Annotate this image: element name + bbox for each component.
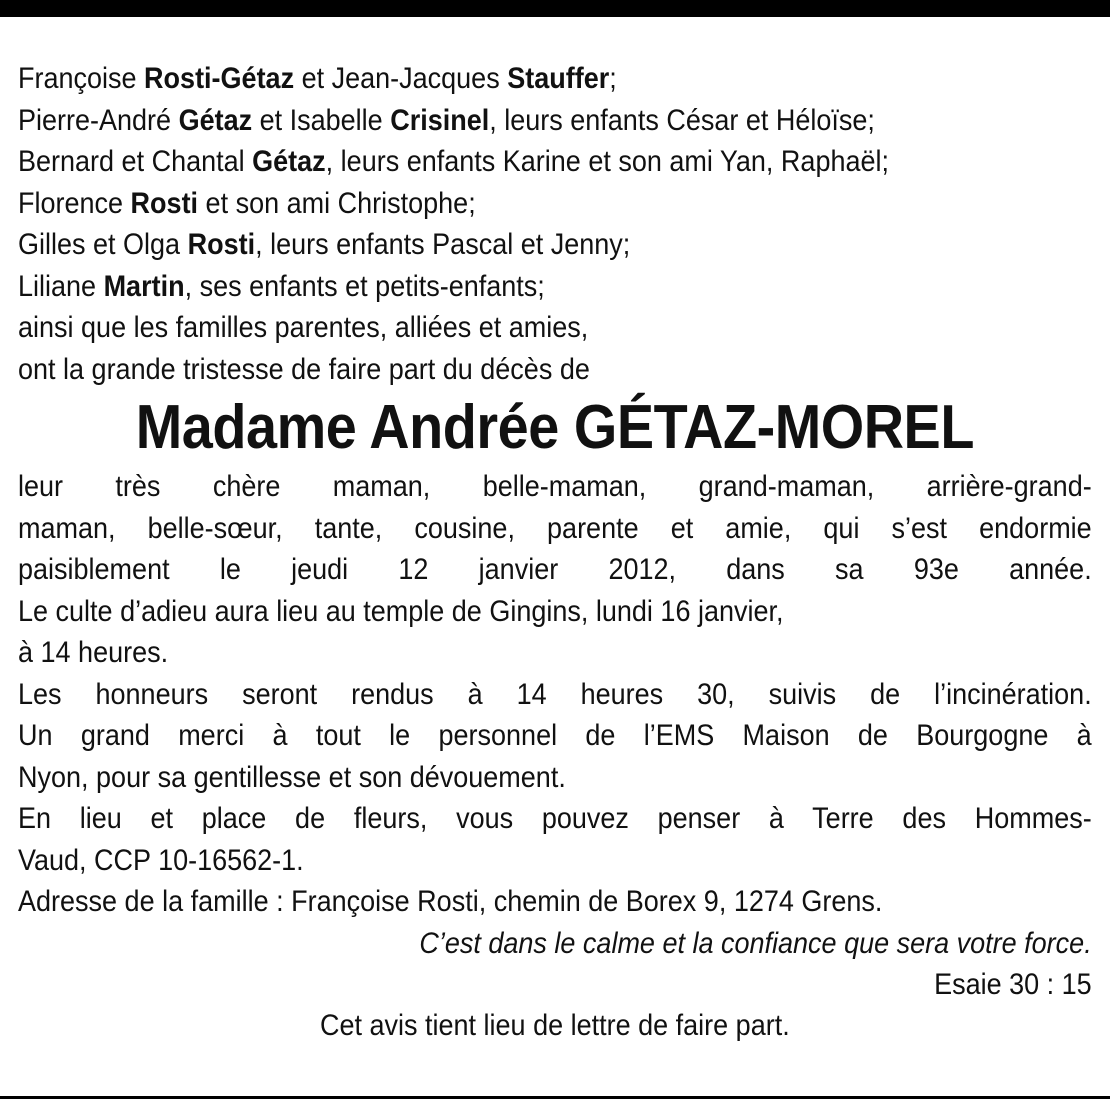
body-line: Les honneurs seront rendus à 14 heures 30, suivis de l’incinération. [18,677,1092,711]
surname: Rosti-Gétaz [144,62,295,95]
body-line: Le culte d’adieu aura lieu au temple de Gingins, lundi 16 janvier, [18,594,784,628]
family-line [18,266,1092,308]
surname: Rosti [130,186,199,220]
body-line: Nyon, pour sa gentillesse et son dévouement. [18,760,566,794]
closing-note: Cet avis tient lieu de lettre de faire part. [319,1008,790,1042]
text: Liliane [18,269,104,303]
bible-quote: C’est dans le calme et la confiance que sera votre force. [419,926,1092,960]
text: Bernard et Chantal [18,145,253,178]
text: Florence [18,186,131,220]
body-line: En lieu et place de fleurs, vous pouvez penser à Terre des Hommes- [18,802,1092,835]
text: Françoise [18,62,145,95]
body-line: Un grand merci à tout le personnel de l’EMS Maison de Bourgogne à [18,719,1092,752]
text: et son ami Christophe; [198,186,476,220]
family-line [18,58,1092,100]
text: , leurs enfants César et Héloïse; [489,103,875,137]
family-address: Adresse de la famille : Françoise Rosti, chemin de Borex 9, 1274 Grens. [18,885,883,918]
body-line: maman, belle-sœur, tante, cousine, parente et amie, qui s’est endormie [18,511,1092,545]
surname: Stauffer [507,62,610,95]
text: , ses enfants et petits-enfants; [184,269,545,303]
quote-reference: Esaie 30 : 15 [934,967,1092,1001]
body-line: leur très chère maman, belle-maman, grand-maman, arrière-grand- [18,470,1092,503]
surname: Crisinel [390,103,490,137]
text: Pierre-André [18,103,179,137]
text: ; [609,62,617,95]
body-line: paisiblement le jeudi 12 janvier 2012, dans sa 93e année. [18,553,1092,586]
family-line [18,183,1092,225]
surname: Rosti [187,228,256,261]
family-line [18,141,1092,183]
death-notice [18,58,1092,1047]
body-line: à 14 heures. [18,636,169,669]
top-rule [0,0,1110,17]
text: , leurs enfants Karine et son ami Yan, Raphaël; [325,145,890,178]
surname: Gétaz [252,145,326,178]
text: , leurs enfants Pascal et Jenny; [255,228,631,261]
text: et Isabelle [252,103,391,137]
family-line: ainsi que les familles parentes, alliées et amies, [18,311,589,344]
surname: Martin [103,269,185,303]
body-line: Vaud, CCP 10-16562-1. [18,843,304,877]
bottom-rule [0,1096,1110,1099]
surname: Gétaz [178,103,253,137]
announcement-line: ont la grande tristesse de faire part du décès de [18,352,590,386]
text: Gilles et Olga [18,228,188,261]
text: et Jean-Jacques [294,62,508,95]
family-line [18,100,1092,142]
deceased-name: Madame Andrée GÉTAZ-MOREL [135,393,974,462]
family-line [18,224,1092,266]
